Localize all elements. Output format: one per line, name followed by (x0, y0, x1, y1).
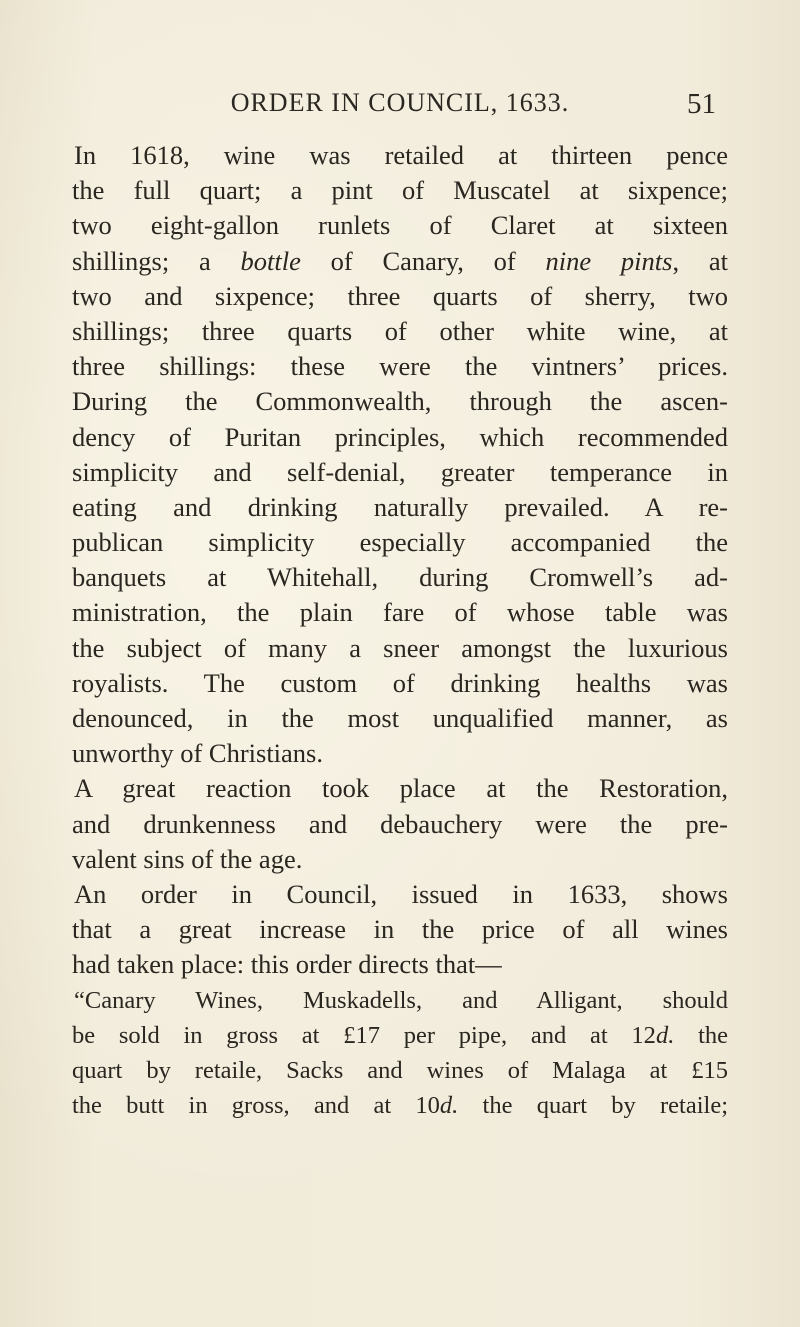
text-line: royalists. The custom of drinking healths was (72, 667, 728, 698)
text-line: An order in Council, issued in 1633, shows (74, 878, 728, 909)
text-line: banquets at Whitehall, during Cromwell’s ad- (72, 562, 728, 593)
quoted-order-paragraph (72, 983, 728, 1124)
text-line: “Canary Wines, Muskadells, and Alligant, should (74, 986, 728, 1014)
text-line: A great reaction took place at the Restoration, (74, 773, 728, 804)
text-line: ministration, the plain fare of whose table was (72, 597, 728, 628)
text-line: shillings; a bottle of Canary, of nine pints, at (72, 245, 728, 276)
text-line: three shillings: these were the vintners’ prices. (72, 351, 728, 382)
text-line: quart by retaile, Sacks and wines of Malaga at £15 (72, 1056, 728, 1084)
text-line: simplicity and self-denial, greater temperance in (72, 456, 728, 487)
text-line: During the Commonwealth, through the ascen- (72, 386, 728, 417)
text-line: had taken place: this order directs that— (72, 949, 502, 980)
text-line: the butt in gross, and at 10d. the quart by retaile; (72, 1092, 729, 1120)
paragraph (72, 138, 728, 771)
text-line: publican simplicity especially accompanied the (72, 527, 728, 558)
text-line: shillings; three quarts of other white wine, at (72, 315, 728, 346)
text-line: dency of Puritan principles, which recommended (72, 421, 728, 452)
text-line: eating and drinking naturally prevailed. A re- (72, 491, 728, 522)
page-number: 51 (687, 88, 716, 120)
text-line: the subject of many a sneer amongst the luxurious (72, 632, 728, 663)
paragraph (72, 771, 728, 877)
page-header (0, 88, 800, 128)
text-line: two eight-gallon runlets of Claret at sixteen (72, 210, 728, 241)
text-line: be sold in gross at £17 per pipe, and at 12d. the (72, 1021, 729, 1049)
text-line: unworthy of Christians. (72, 738, 323, 769)
text-line: denounced, in the most unqualified manner, as (72, 703, 728, 733)
text-line: the full quart; a pint of Muscatel at sixpence; (72, 175, 728, 206)
text-line: valent sins of the age. (72, 843, 303, 874)
text-line: two and sixpence; three quarts of sherry, two (72, 280, 728, 311)
body-text (72, 138, 728, 1123)
text-line: and drunkenness and debauchery were the pre- (72, 808, 728, 839)
paragraph (72, 877, 728, 983)
running-head: ORDER IN COUNCIL, 1633. (230, 88, 570, 117)
text-line: In 1618, wine was retailed at thirteen pence (74, 140, 728, 170)
text-line: that a great increase in the price of all wines (72, 914, 728, 945)
